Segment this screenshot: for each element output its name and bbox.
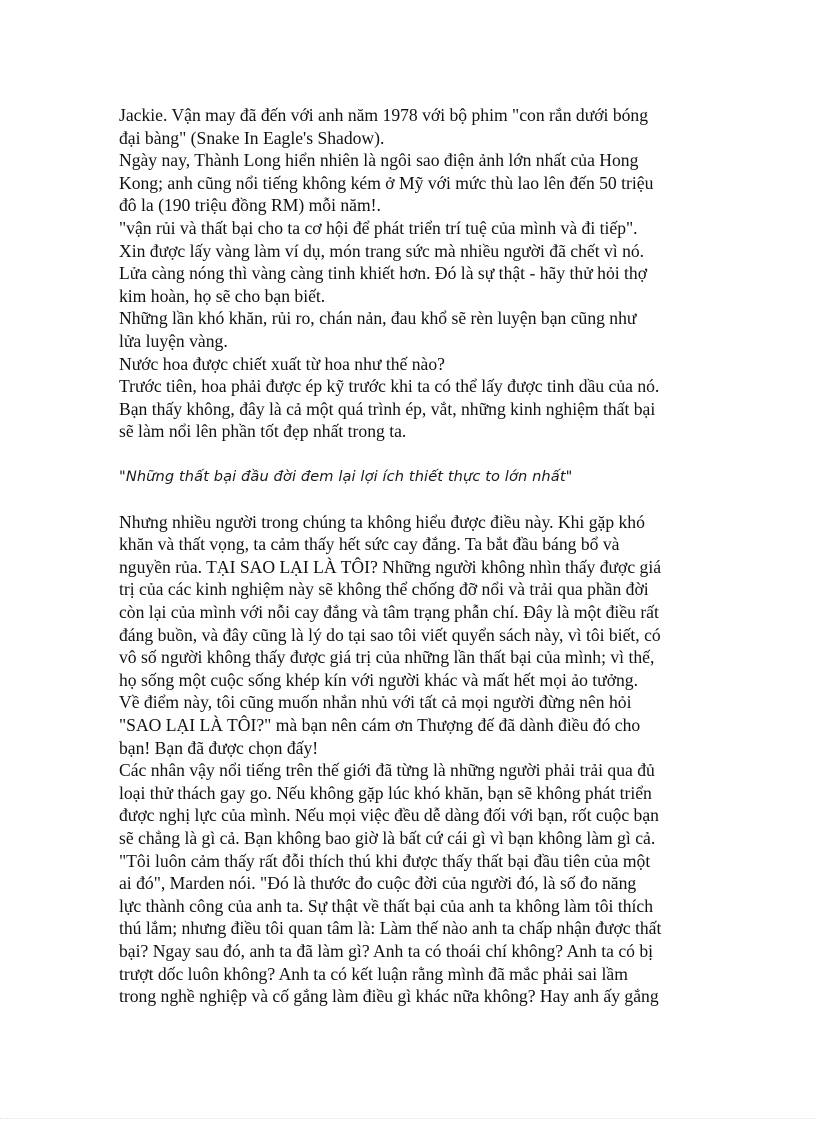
text-line: Ngày nay, Thành Long hiển nhiên là ngôi sao điện ảnh lớn nhất của Hong bbox=[119, 150, 639, 171]
text-line: Kong; anh cũng nổi tiếng không kém ở Mỹ với mức thù lao lên đến 50 triệu bbox=[119, 172, 654, 193]
text-line: đáng buồn, và đây cũng là lý do tại sao tôi viết quyển sách này, vì tôi biết, có bbox=[119, 624, 661, 645]
text-line: trong nghề nghiệp và cố gắng làm điều gì khác nữa không? Hay anh ấy gắng bbox=[119, 986, 659, 1007]
text-line: "vận rủi và thất bại cho ta cơ hội để phát triển trí tuệ của mình và đi tiếp". bbox=[119, 217, 638, 238]
text-line: bại? Ngay sau đó, anh ta đã làm gì? Anh ta có thoái chí không? Anh ta có bị bbox=[119, 940, 654, 961]
text-line: trị của các kinh nghiệm này sẽ không thể chống đỡ nổi và trải qua phần đời bbox=[119, 579, 649, 600]
text-line: sẽ chẳng là gì cả. Bạn không bao giờ là bất cứ cái gì vì bạn không làm gì cả. bbox=[119, 828, 656, 848]
text-line: Nước hoa được chiết xuất từ hoa như thế nào? bbox=[119, 353, 445, 374]
text-line: thú lắm; nhưng điều tôi quan tâm là: Làm thế nào anh ta chấp nhận được thất bbox=[119, 918, 662, 939]
text-line: kim hoàn, họ sẽ cho bạn biết. bbox=[119, 285, 326, 306]
text-line: họ sống một cuộc sống khép kín với người khác và mất hết mọi ảo tưởng. bbox=[119, 669, 639, 690]
text-line: "SAO LẠI LÀ TÔI?" mà bạn nên cám ơn Thượng đế đã dành điều đó cho bbox=[119, 715, 641, 736]
text-line: khăn và thất vọng, ta cảm thấy hết sức cay đắng. Ta bắt đầu báng bổ và bbox=[119, 534, 620, 555]
text-line: loại thử thách gay go. Nếu không gặp lúc khó khăn, bạn sẽ không phát triển bbox=[119, 782, 652, 803]
text-line: nguyền rủa. TẠI SAO LẠI LÀ TÔI? Những người không nhìn thấy được giá bbox=[119, 556, 662, 577]
text-line: "Tôi luôn cảm thấy rất đỗi thích thú khi được thấy thất bại đầu tiên của một bbox=[119, 850, 651, 871]
text-line: còn lại của mình với nỗi cay đắng và tâm trạng phẫn chí. Đây là một điều rất bbox=[119, 602, 659, 623]
text-line: lực thành công của anh ta. Sự thật về thất bại của anh ta không làm tôi thích bbox=[119, 895, 654, 916]
spacer bbox=[119, 488, 719, 511]
text-line: Xin được lấy vàng làm ví dụ, món trang sức mà nhiều người đã chết vì nó. bbox=[119, 240, 645, 261]
text-line: lửa luyện vàng. bbox=[119, 330, 228, 351]
text-line: bạn! Bạn đã được chọn đấy! bbox=[119, 737, 319, 758]
text-line: đô la (190 triệu đồng RM) mỗi năm!. bbox=[119, 195, 381, 216]
text-line: trượt dốc luôn không? Anh ta có kết luận rằng mình đã mắc phải sai lầm bbox=[119, 963, 628, 984]
document-page bbox=[119, 104, 719, 1008]
paragraph-block-2 bbox=[119, 511, 719, 1008]
text-line: được nghị lực của mình. Nếu mọi việc đều dễ dàng đối với bạn, rốt cuộc bạn bbox=[119, 805, 659, 826]
page-bottom-border bbox=[0, 1117, 816, 1119]
paragraph-block-1 bbox=[119, 104, 719, 443]
text-line: đại bàng" (Snake In Eagle's Shadow). bbox=[119, 127, 385, 148]
text-line: Các nhân vậy nổi tiếng trên thế giới đã từng là những người phải trải qua đủ bbox=[119, 760, 655, 781]
pull-quote: "Những thất bại đầu đời đem lại lợi ích thiết thực to lớn nhất" bbox=[119, 467, 573, 485]
spacer bbox=[119, 443, 719, 466]
text-line: sẽ làm nổi lên phần tốt đẹp nhất trong ta. bbox=[119, 421, 407, 442]
text-line: Những lần khó khăn, rủi ro, chán nản, đau khổ sẽ rèn luyện bạn cũng như bbox=[119, 308, 637, 329]
text-line: Trước tiên, hoa phải được ép kỹ trước khi ta có thể lấy được tinh dầu của nó. bbox=[119, 376, 660, 397]
text-line: Bạn thấy không, đây là cả một quá trình ép, vắt, những kinh nghiệm thất bại bbox=[119, 398, 656, 419]
text-line: Nhưng nhiều người trong chúng ta không hiểu được điều này. Khi gặp khó bbox=[119, 511, 645, 532]
text-line: ai đó", Marden nói. "Đó là thước đo cuộc đời của người đó, là số đo năng bbox=[119, 873, 637, 894]
text-line: Về điểm này, tôi cũng muốn nhắn nhủ với tất cả mọi người đừng nên hỏi bbox=[119, 692, 632, 713]
text-line: vô số người không thấy được giá trị của những lần thất bại của mình; vì thế, bbox=[119, 647, 655, 668]
text-line: Lửa càng nóng thì vàng càng tinh khiết hơn. Đó là sự thật - hãy thử hỏi thợ bbox=[119, 263, 648, 284]
text-line: Jackie. Vận may đã đến với anh năm 1978 với bộ phim "con rắn dưới bóng bbox=[119, 105, 649, 125]
